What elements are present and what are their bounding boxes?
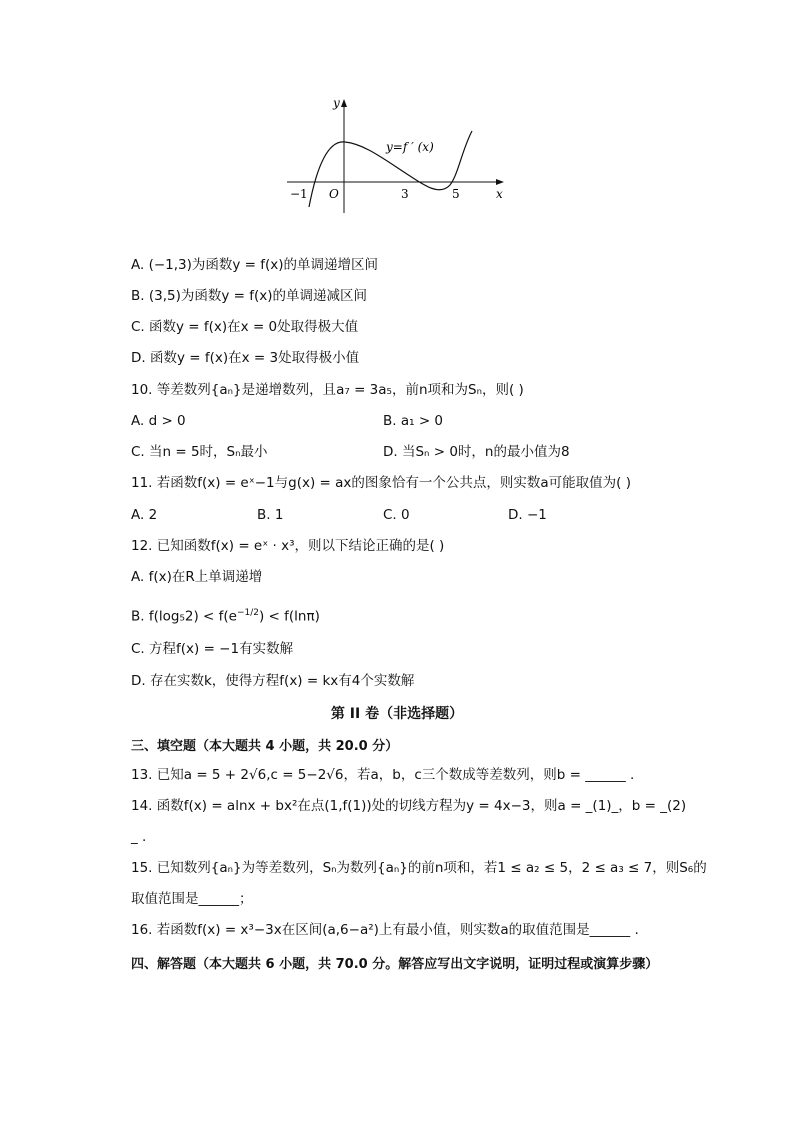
q9-option-b: B. (3,5)为函数y = f(x)的单调递减区间 — [131, 288, 368, 304]
q14-line2: _ . — [131, 829, 147, 845]
q15-line1: 15. 已知数列{aₙ}为等差数列，Sₙ为数列{aₙ}的前n项和，若1 ≤ a₂ ≤ 5，2 ≤ a₃ ≤ 7，则S₆的 — [131, 860, 707, 876]
q12-option-c: C. 方程f(x) = −1有实数解 — [131, 641, 294, 657]
q16: 16. 若函数f(x) = x³−3x在区间(a,6−a²)上有最小值，则实数a的取值范围是______ . — [131, 922, 639, 938]
q10-option-c: C. 当n = 5时，Sₙ最小 — [131, 444, 268, 460]
tick-label-neg1: −1 — [290, 187, 308, 201]
q11-option-a: A. 2 — [131, 507, 158, 523]
q12-option-b-prefix: B. f(log₅2) < f(e — [131, 608, 237, 625]
q14-line1: 14. 函数f(x) = alnx + bx²在点(1,f(1))处的切线方程为y = 4x−3，则a = _(1)_，b = _(2) — [131, 798, 687, 814]
q10-option-a: A. d > 0 — [131, 413, 186, 429]
curve-label: y=f ′ (x) — [386, 140, 434, 154]
y-axis-label: y — [333, 96, 340, 110]
derivative-graph — [0, 80, 794, 320]
y-axis-arrow — [341, 99, 347, 107]
section4-heading: 四、解答题（本大题共 6 小题，共 70.0 分。解答应写出文字说明，证明过程或演算步骤） — [131, 957, 659, 972]
q11-option-d: D. −1 — [508, 507, 547, 523]
q12-stem: 12. 已知函数f(x) = eˣ · x³，则以下结论正确的是( ) — [131, 538, 445, 554]
section3-heading: 三、填空题（本大题共 4 小题，共 20.0 分） — [131, 739, 399, 754]
q11-option-c: C. 0 — [383, 507, 410, 523]
q10-option-b: B. a₁ > 0 — [383, 413, 444, 429]
q9-option-c: C. 函数y = f(x)在x = 0处取得极大值 — [131, 319, 359, 335]
part2-heading: 第 II 卷（非选择题） — [330, 706, 464, 722]
q10-option-d: D. 当Sₙ > 0时，n的最小值为8 — [383, 444, 570, 460]
q10-stem: 10. 等差数列{aₙ}是递增数列，且a₇ = 3a₅，前n项和为Sₙ，则( ) — [131, 382, 524, 398]
x-axis-arrow — [496, 179, 504, 185]
origin-label: O — [329, 187, 339, 201]
q12-option-b — [131, 604, 320, 626]
tick-label-3: 3 — [401, 187, 409, 201]
q9-option-a: A. (−1,3)为函数y = f(x)的单调递增区间 — [131, 257, 379, 273]
q12-option-b-suffix: ) < f(lnπ) — [258, 608, 320, 625]
q9-option-d: D. 函数y = f(x)在x = 3处取得极小值 — [131, 350, 360, 366]
q11-stem: 11. 若函数f(x) = eˣ−1与g(x) = ax的图象恰有一个公共点，则实数a可能取值为( ) — [131, 475, 631, 491]
q12-option-b-exponent: −1/2 — [236, 608, 259, 618]
q13: 13. 已知a = 5 + 2√6,c = 5−2√6，若a，b，c三个数成等差数列，则b = ______ . — [131, 767, 635, 783]
q15-line2: 取值范围是______； — [131, 891, 253, 907]
tick-label-5: 5 — [452, 187, 460, 201]
q11-option-b: B. 1 — [257, 507, 284, 523]
q12-option-a: A. f(x)在R上单调递增 — [131, 569, 263, 585]
x-axis-label: x — [496, 187, 503, 201]
q12-option-d: D. 存在实数k，使得方程f(x) = kx有4个实数解 — [131, 673, 415, 689]
